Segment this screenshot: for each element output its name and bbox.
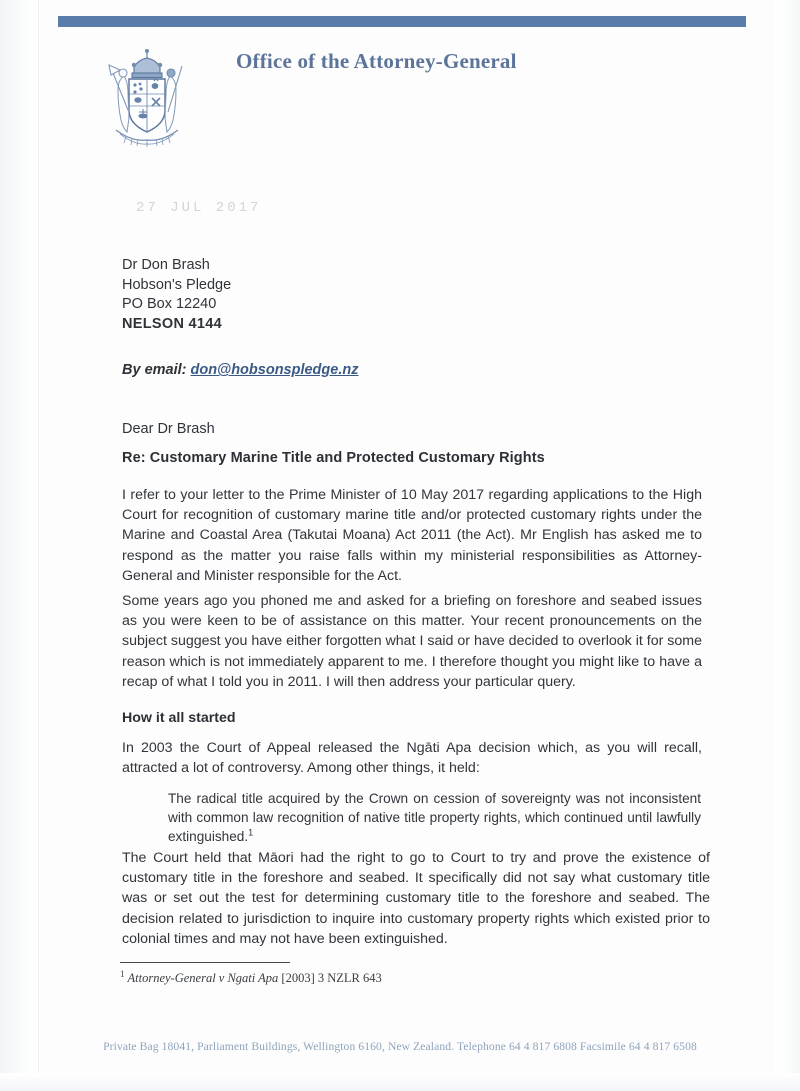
footnote [120,968,382,986]
scan-edge-right [774,0,800,1091]
salutation: Dear Dr Brash [122,421,215,437]
footnote-number: 1 [120,968,125,979]
footnote-marker[interactable]: 1 [248,827,254,838]
footnote-separator [120,962,290,963]
blockquote-text: The radical title acquired by the Crown on cession of sovereignty was not inconsistent with common law recognition of native title property rights, which continued until lawfully extinguished. [168,791,701,844]
subject-line: Re: Customary Marine Title and Protected Customary Rights [122,450,545,466]
new-zealand-coat-of-arms-icon [98,48,196,152]
recipient-email-link[interactable]: don@hobsonspledge.nz [190,362,359,378]
page-footer-contact: Private Bag 18041, Parliament Buildings, Wellington 6160, New Zealand. Telephone 64 4 817 6808 Facsimile 64 4 817 6508 [103,1040,697,1053]
department-title: Office of the Attorney-General [236,49,517,73]
footnote-reference: [2003] 3 NZLR 643 [278,971,382,985]
letterhead [58,44,746,156]
section-heading-how-it-all-started: How it all started [122,710,236,726]
footnote-case-name: Attorney-General v Ngati Apa [127,971,279,985]
body-paragraph-3: In 2003 the Court of Appeal released the Ngāti Apa decision which, as you will recall, attracted a lot of controversy. Among other things, it held: [122,740,702,777]
by-email-label: By email: [122,362,187,378]
by-email-line [122,362,358,378]
letterhead-rule [58,16,746,27]
blockquote-ngati-apa [168,789,701,846]
scan-edge-bottom [0,1073,800,1091]
body-paragraph-2: Some years ago you phoned me and asked for a briefing on foreshore and seabed issues as you were keen to be of assistance on this matter. Your recent pronouncements on the subject suggest you have either forgotten what I said or have decided to overlook it for some reason which is not immediately apparent to me. I therefore thought you might like to have a recap of what I told you in 2011. I will then address your particular query. [122,593,702,690]
address-line-city: NELSON 4144 [122,315,223,332]
address-line: PO Box 12240 [122,296,217,312]
address-line: Hobson's Pledge [122,276,232,293]
body-paragraph-4: The Court held that Māori had the right to go to Court to try and prove the existence of customary title in the foreshore and seabed. It specifically did not say what customary title was or set out the test for determining customary title to the foreshore and seabed. The decision related to jurisdiction to inquire into customary property rights which existed prior to colonial times and may not have been extinguished. [122,850,710,947]
address-line: Dr Don Brash [122,257,210,273]
body-paragraph-1: I refer to your letter to the Prime Minister of 10 May 2017 regarding applications to the High Court for recognition of customary marine title and/or protected customary rights under the Marine and Coastal Area (Takutai Moana) Act 2011 (the Act). Mr English has asked me to respond as the matter you raise falls within my ministerial responsibilities as Attorney-General and Minister responsible for the Act. [122,487,702,584]
recipient-address-block [122,256,231,334]
date-stamp: 27 JUL 2017 [136,200,262,216]
scan-edge-left [0,0,39,1091]
